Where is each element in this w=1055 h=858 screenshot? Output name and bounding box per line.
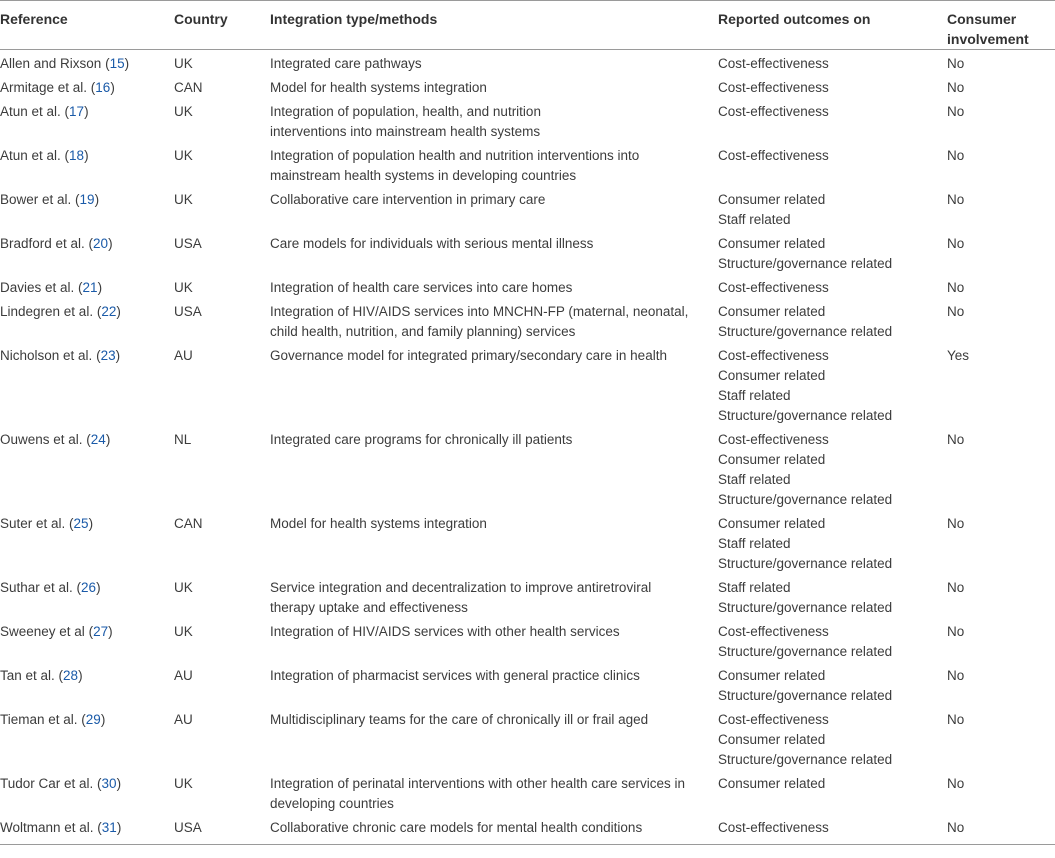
reference-author: Atun et al. bbox=[0, 104, 61, 119]
methods-line: Multidisciplinary teams for the care of chronically ill or frail aged bbox=[270, 712, 649, 727]
cell-integration-methods bbox=[270, 298, 718, 342]
methods-line: Integrated care programs for chronically ill patients bbox=[270, 432, 573, 447]
cell-consumer-involvement: No bbox=[947, 304, 965, 319]
cell-reported-outcomes bbox=[718, 186, 947, 230]
cell-reported-outcomes bbox=[718, 74, 947, 98]
cell-reference: Ouwens et al. (24) bbox=[0, 432, 111, 447]
methods-line: therapy uptake and effectiveness bbox=[270, 600, 468, 615]
cell-country: UK bbox=[174, 104, 193, 119]
cell-integration-methods bbox=[270, 814, 718, 845]
cell-country: UK bbox=[174, 56, 193, 71]
cell-country: UK bbox=[174, 580, 193, 595]
reference-number-link[interactable]: 26 bbox=[81, 580, 97, 595]
outcome-item: Structure/governance related bbox=[718, 556, 893, 571]
table-row bbox=[0, 706, 1055, 770]
cell-reference: Davies et al. (21) bbox=[0, 280, 103, 295]
cell-consumer-involvement: No bbox=[947, 280, 965, 295]
cell-consumer-involvement: No bbox=[947, 432, 965, 447]
cell-integration-methods bbox=[270, 230, 718, 274]
methods-line: Integration of HIV/AIDS services into MNCHN-FP (maternal, neonatal, bbox=[270, 304, 689, 319]
methods-line: Collaborative care intervention in primary care bbox=[270, 192, 546, 207]
cell-country: USA bbox=[174, 236, 202, 251]
cell-reference: Bradford et al. (20) bbox=[0, 236, 113, 251]
table-header bbox=[0, 1, 1055, 50]
table-row bbox=[0, 574, 1055, 618]
cell-reported-outcomes bbox=[718, 142, 947, 186]
cell-reference: Suthar et al. (26) bbox=[0, 580, 101, 595]
methods-line: Model for health systems integration bbox=[270, 516, 487, 531]
cell-reported-outcomes bbox=[718, 618, 947, 662]
reference-author: Ouwens et al. bbox=[0, 432, 83, 447]
cell-integration-methods bbox=[270, 618, 718, 662]
cell-country: UK bbox=[174, 280, 193, 295]
cell-consumer-involvement: No bbox=[947, 668, 965, 683]
cell-reported-outcomes bbox=[718, 510, 947, 574]
reference-number-link[interactable]: 25 bbox=[73, 516, 89, 531]
cell-country: USA bbox=[174, 814, 270, 845]
reference-number-link[interactable]: 31 bbox=[101, 820, 117, 835]
cell-reported-outcomes bbox=[718, 706, 947, 770]
outcome-item: Consumer related bbox=[718, 368, 826, 383]
methods-line: Collaborative chronic care models for mental health conditions bbox=[270, 820, 643, 835]
table-row bbox=[0, 426, 1055, 510]
table-row bbox=[0, 74, 1055, 98]
methods-line: developing countries bbox=[270, 796, 394, 811]
table-row bbox=[0, 298, 1055, 342]
reference-author: Bower et al. bbox=[0, 192, 72, 207]
table-row bbox=[0, 98, 1055, 142]
cell-consumer-involvement: No bbox=[947, 580, 965, 595]
cell-reference: Tan et al. (28) bbox=[0, 668, 83, 683]
cell-country: AU bbox=[174, 668, 193, 683]
methods-line: Integration of population, health, and nutrition bbox=[270, 104, 541, 119]
reference-author: Lindegren et al. bbox=[0, 304, 94, 319]
cell-integration-methods bbox=[270, 770, 718, 814]
outcome-item: Structure/governance related bbox=[718, 492, 893, 507]
reference-author: Allen and Rixson bbox=[0, 56, 102, 71]
cell-consumer-involvement: Yes bbox=[947, 348, 970, 363]
table-row bbox=[0, 142, 1055, 186]
cell-integration-methods bbox=[270, 50, 718, 75]
cell-integration-methods bbox=[270, 142, 718, 186]
cell-integration-methods bbox=[270, 186, 718, 230]
cell-consumer-involvement: No bbox=[947, 776, 965, 791]
methods-line: interventions into mainstream health systems bbox=[270, 124, 541, 139]
reference-author: Atun et al. bbox=[0, 148, 61, 163]
outcome-item: Consumer related bbox=[718, 668, 826, 683]
outcome-item: Cost-effectiveness bbox=[718, 820, 829, 835]
cell-reference: Suter et al. (25) bbox=[0, 516, 94, 531]
methods-line: Integration of pharmacist services with general practice clinics bbox=[270, 668, 640, 683]
cell-reference: Tieman et al. (29) bbox=[0, 712, 106, 727]
cell-reference: Atun et al. (18) bbox=[0, 148, 89, 163]
cell-country: NL bbox=[174, 432, 192, 447]
outcome-item: Staff related bbox=[718, 388, 791, 403]
cell-country: UK bbox=[174, 624, 193, 639]
cell-reported-outcomes bbox=[718, 98, 947, 142]
outcome-item: Consumer related bbox=[718, 452, 826, 467]
outcome-item: Staff related bbox=[718, 472, 791, 487]
methods-line: mainstream health systems in developing countries bbox=[270, 168, 577, 183]
outcome-item: Consumer related bbox=[718, 516, 826, 531]
cell-reported-outcomes bbox=[718, 426, 947, 510]
cell-country: CAN bbox=[174, 80, 203, 95]
cell-integration-methods bbox=[270, 574, 718, 618]
cell-integration-methods bbox=[270, 662, 718, 706]
outcome-item: Consumer related bbox=[718, 304, 826, 319]
cell-integration-methods bbox=[270, 342, 718, 426]
cell-country: CAN bbox=[174, 516, 203, 531]
cell-country: AU bbox=[174, 712, 193, 727]
reference-number-link[interactable]: 17 bbox=[69, 104, 85, 119]
table-row bbox=[0, 510, 1055, 574]
header-reference: Reference bbox=[0, 1, 174, 50]
reference-number-link[interactable]: 30 bbox=[101, 776, 117, 791]
methods-line: Integration of population health and nutrition interventions into bbox=[270, 148, 640, 163]
reference-author: Tudor Car et al. bbox=[0, 776, 94, 791]
reference-number-link[interactable]: 20 bbox=[93, 236, 109, 251]
cell-reference: Sweeney et al (27) bbox=[0, 624, 113, 639]
outcome-item: Structure/governance related bbox=[718, 256, 893, 271]
cell-reference: Woltmann et al. (31) bbox=[0, 814, 174, 845]
outcome-item: Cost-effectiveness bbox=[718, 280, 829, 295]
cell-reported-outcomes bbox=[718, 298, 947, 342]
cell-integration-methods bbox=[270, 98, 718, 142]
cell-reference: Armitage et al. (16) bbox=[0, 80, 115, 95]
methods-line: Integration of health care services into care homes bbox=[270, 280, 573, 295]
reference-author: Davies et al. bbox=[0, 280, 75, 295]
cell-consumer-involvement: No bbox=[947, 236, 965, 251]
methods-line: Service integration and decentralization to improve antiretroviral bbox=[270, 580, 652, 595]
table-row bbox=[0, 50, 1055, 75]
reference-number-link[interactable]: 15 bbox=[109, 56, 125, 71]
outcome-item: Cost-effectiveness bbox=[718, 148, 829, 163]
cell-country: UK bbox=[174, 776, 193, 791]
outcome-item: Cost-effectiveness bbox=[718, 712, 829, 727]
outcome-item: Structure/governance related bbox=[718, 644, 893, 659]
reference-author: Armitage et al. bbox=[0, 80, 88, 95]
reference-author: Nicholson et al. bbox=[0, 348, 93, 363]
outcome-item: Cost-effectiveness bbox=[718, 348, 829, 363]
cell-integration-methods bbox=[270, 74, 718, 98]
outcome-item: Cost-effectiveness bbox=[718, 80, 829, 95]
methods-line: Model for health systems integration bbox=[270, 80, 487, 95]
header-integration-methods: Integration type/methods bbox=[270, 1, 718, 50]
outcome-item: Consumer related bbox=[718, 776, 826, 791]
table-row bbox=[0, 662, 1055, 706]
table-row bbox=[0, 342, 1055, 426]
reference-author: Sweeney et al bbox=[0, 624, 85, 639]
cell-country: UK bbox=[174, 148, 193, 163]
reference-number-link[interactable]: 18 bbox=[69, 148, 85, 163]
outcome-item: Staff related bbox=[718, 212, 791, 227]
cell-consumer-involvement: No bbox=[947, 814, 1055, 845]
outcome-item: Structure/governance related bbox=[718, 408, 893, 423]
cell-reported-outcomes bbox=[718, 50, 947, 75]
cell-reported-outcomes bbox=[718, 662, 947, 706]
methods-line: Care models for individuals with serious mental illness bbox=[270, 236, 594, 251]
reference-author: Suthar et al. bbox=[0, 580, 73, 595]
cell-integration-methods bbox=[270, 510, 718, 574]
header-country: Country bbox=[174, 1, 270, 50]
reference-number-link[interactable]: 21 bbox=[82, 280, 98, 295]
table-row bbox=[0, 186, 1055, 230]
cell-reported-outcomes bbox=[718, 574, 947, 618]
cell-consumer-involvement: No bbox=[947, 56, 965, 71]
reference-author: Woltmann et al. bbox=[0, 820, 94, 835]
reference-number-link[interactable]: 29 bbox=[85, 712, 101, 727]
cell-consumer-involvement: No bbox=[947, 624, 965, 639]
cell-consumer-involvement: No bbox=[947, 516, 965, 531]
methods-line: child health, nutrition, and family planning) services bbox=[270, 324, 576, 339]
cell-reference: Tudor Car et al. (30) bbox=[0, 776, 122, 791]
outcome-item: Consumer related bbox=[718, 236, 826, 251]
outcome-item: Cost-effectiveness bbox=[718, 432, 829, 447]
table-row bbox=[0, 770, 1055, 814]
outcome-item: Structure/governance related bbox=[718, 688, 893, 703]
reference-number-link[interactable]: 27 bbox=[93, 624, 109, 639]
reference-author: Bradford et al. bbox=[0, 236, 85, 251]
cell-integration-methods bbox=[270, 274, 718, 298]
outcome-item: Consumer related bbox=[718, 732, 826, 747]
cell-reference: Atun et al. (17) bbox=[0, 104, 89, 119]
table-row bbox=[0, 274, 1055, 298]
reference-author: Suter et al. bbox=[0, 516, 66, 531]
outcome-item: Cost-effectiveness bbox=[718, 624, 829, 639]
cell-integration-methods bbox=[270, 706, 718, 770]
cell-reported-outcomes bbox=[718, 230, 947, 274]
outcome-item: Cost-effectiveness bbox=[718, 56, 829, 71]
header-consumer-involvement: Consumer involvement bbox=[947, 1, 1055, 50]
cell-consumer-involvement: No bbox=[947, 80, 965, 95]
outcome-item: Cost-effectiveness bbox=[718, 104, 829, 119]
header-row bbox=[0, 1, 1055, 50]
reference-author: Tieman et al. bbox=[0, 712, 78, 727]
outcome-item: Staff related bbox=[718, 536, 791, 551]
cell-reported-outcomes bbox=[718, 814, 947, 845]
cell-country: USA bbox=[174, 304, 202, 319]
reference-author: Tan et al. bbox=[0, 668, 55, 683]
cell-country: UK bbox=[174, 192, 193, 207]
cell-reference: Nicholson et al. (23) bbox=[0, 348, 121, 363]
table-row bbox=[0, 814, 1055, 845]
outcome-item: Structure/governance related bbox=[718, 324, 893, 339]
header-reported-outcomes: Reported outcomes on bbox=[718, 1, 947, 50]
cell-consumer-involvement: No bbox=[947, 104, 965, 119]
cell-reference: Lindegren et al. (22) bbox=[0, 304, 121, 319]
reference-number-link[interactable]: 22 bbox=[101, 304, 117, 319]
methods-line: Governance model for integrated primary/secondary care in health bbox=[270, 348, 667, 363]
reference-number-link[interactable]: 23 bbox=[100, 348, 116, 363]
reference-number-link[interactable]: 24 bbox=[90, 432, 106, 447]
cell-consumer-involvement: No bbox=[947, 148, 965, 163]
outcome-item: Structure/governance related bbox=[718, 600, 893, 615]
methods-line: Integration of perinatal interventions with other health care services in bbox=[270, 776, 685, 791]
cell-consumer-involvement: No bbox=[947, 192, 965, 207]
table-row bbox=[0, 618, 1055, 662]
cell-reported-outcomes bbox=[718, 770, 947, 814]
cell-integration-methods bbox=[270, 426, 718, 510]
cell-country: AU bbox=[174, 348, 193, 363]
cell-reported-outcomes bbox=[718, 274, 947, 298]
cell-reported-outcomes bbox=[718, 342, 947, 426]
methods-line: Integration of HIV/AIDS services with other health services bbox=[270, 624, 620, 639]
outcome-item: Consumer related bbox=[718, 192, 826, 207]
table-body bbox=[0, 50, 1055, 845]
reference-number-link[interactable]: 19 bbox=[79, 192, 95, 207]
reference-number-link[interactable]: 16 bbox=[95, 80, 111, 95]
cell-reference: Allen and Rixson (15) bbox=[0, 56, 130, 71]
cell-consumer-involvement: No bbox=[947, 712, 965, 727]
outcome-item: Structure/governance related bbox=[718, 752, 893, 767]
methods-line: Integrated care pathways bbox=[270, 56, 422, 71]
cell-reference: Bower et al. (19) bbox=[0, 192, 100, 207]
reference-number-link[interactable]: 28 bbox=[63, 668, 79, 683]
outcome-item: Staff related bbox=[718, 580, 791, 595]
table-row bbox=[0, 230, 1055, 274]
